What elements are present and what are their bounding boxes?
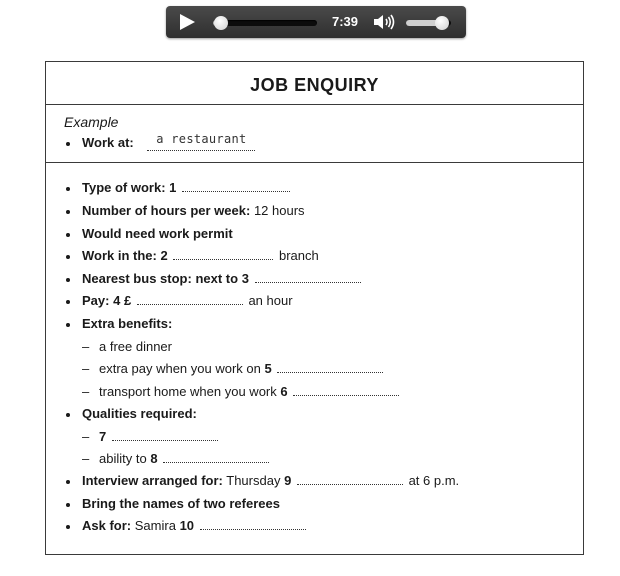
question-number: 8 — [150, 451, 158, 466]
field-prefix: next to — [195, 271, 239, 286]
question-number: 6 — [280, 384, 288, 399]
question-number: 7 — [99, 429, 107, 444]
play-icon[interactable] — [180, 14, 195, 30]
question-number: 5 — [264, 361, 272, 376]
bullet-icon — [66, 413, 70, 417]
example-label: Example — [64, 114, 119, 130]
answer-blank-10[interactable] — [200, 519, 306, 530]
bullet-icon — [66, 323, 70, 327]
time-display: 7:39 — [332, 14, 359, 29]
bullet-icon — [66, 278, 70, 282]
volume-icon[interactable] — [372, 12, 396, 32]
field-text: ability to — [99, 451, 147, 466]
field-suffix: branch — [278, 248, 319, 263]
question-number: 10 — [179, 518, 195, 533]
field-label: Interview arranged for: — [82, 473, 223, 488]
example-field-label: Work at: — [82, 135, 134, 150]
answer-blank-6[interactable] — [293, 385, 399, 396]
field-label: Ask for: — [82, 518, 132, 533]
progress-bar[interactable] — [213, 20, 317, 26]
field-label: Extra benefits: — [82, 316, 173, 331]
dash-marker: – — [82, 361, 90, 376]
answer-blank-3[interactable] — [255, 272, 361, 283]
audio-player — [166, 6, 466, 38]
form-title: JOB ENQUIRY — [46, 62, 583, 105]
question-number: 3 — [241, 271, 249, 286]
answer-blank-8[interactable] — [163, 452, 269, 463]
field-label: Work in the: — [82, 248, 157, 263]
currency-symbol: £ — [123, 293, 132, 308]
answer-blank-9[interactable] — [297, 474, 403, 485]
answer-blank-7[interactable] — [112, 430, 218, 441]
field-value: Thursday — [226, 473, 281, 488]
answer-blank-1[interactable] — [182, 181, 290, 192]
dash-marker: – — [82, 429, 90, 444]
question-number: 2 — [160, 248, 168, 263]
field-suffix: an hour — [248, 293, 293, 308]
bullet-icon — [66, 300, 70, 304]
field-label: Would need work permit — [82, 226, 233, 241]
field-label: Type of work: — [82, 180, 166, 195]
field-text: a free dinner — [99, 339, 172, 354]
answer-blank-2[interactable] — [173, 249, 273, 260]
bullet-icon — [66, 142, 70, 146]
field-text: extra pay when you work on — [99, 361, 261, 376]
field-text: transport home when you work — [99, 384, 277, 399]
dash-marker: – — [82, 384, 90, 399]
divider — [46, 162, 583, 163]
volume-slider[interactable] — [406, 20, 451, 26]
field-label: Qualities required: — [82, 406, 197, 421]
field-value: Samira — [134, 518, 176, 533]
bullet-icon — [66, 233, 70, 237]
field-suffix: at 6 p.m. — [408, 473, 460, 488]
field-label: Number of hours per week: — [82, 203, 251, 218]
volume-handle[interactable] — [435, 16, 449, 30]
progress-handle[interactable] — [214, 16, 228, 30]
dash-marker: – — [82, 339, 90, 354]
dash-marker: – — [82, 451, 90, 466]
field-label: Bring the names of two referees — [82, 496, 280, 511]
bullet-icon — [66, 525, 70, 529]
answer-blank-4[interactable] — [137, 294, 243, 305]
bullet-icon — [66, 187, 70, 191]
example-answer: a restaurant — [156, 132, 247, 146]
field-value: 12 hours — [253, 203, 305, 218]
bullet-icon — [66, 210, 70, 214]
answer-blank-5[interactable] — [277, 362, 383, 373]
question-number: 9 — [284, 473, 292, 488]
bullet-icon — [66, 255, 70, 259]
bullet-icon — [66, 480, 70, 484]
job-enquiry-form — [45, 61, 584, 555]
question-number: 4 — [113, 293, 121, 308]
bullet-icon — [66, 503, 70, 507]
question-number: 1 — [169, 180, 177, 195]
field-label: Pay: — [82, 293, 110, 308]
field-label: Nearest bus stop: — [82, 271, 192, 286]
